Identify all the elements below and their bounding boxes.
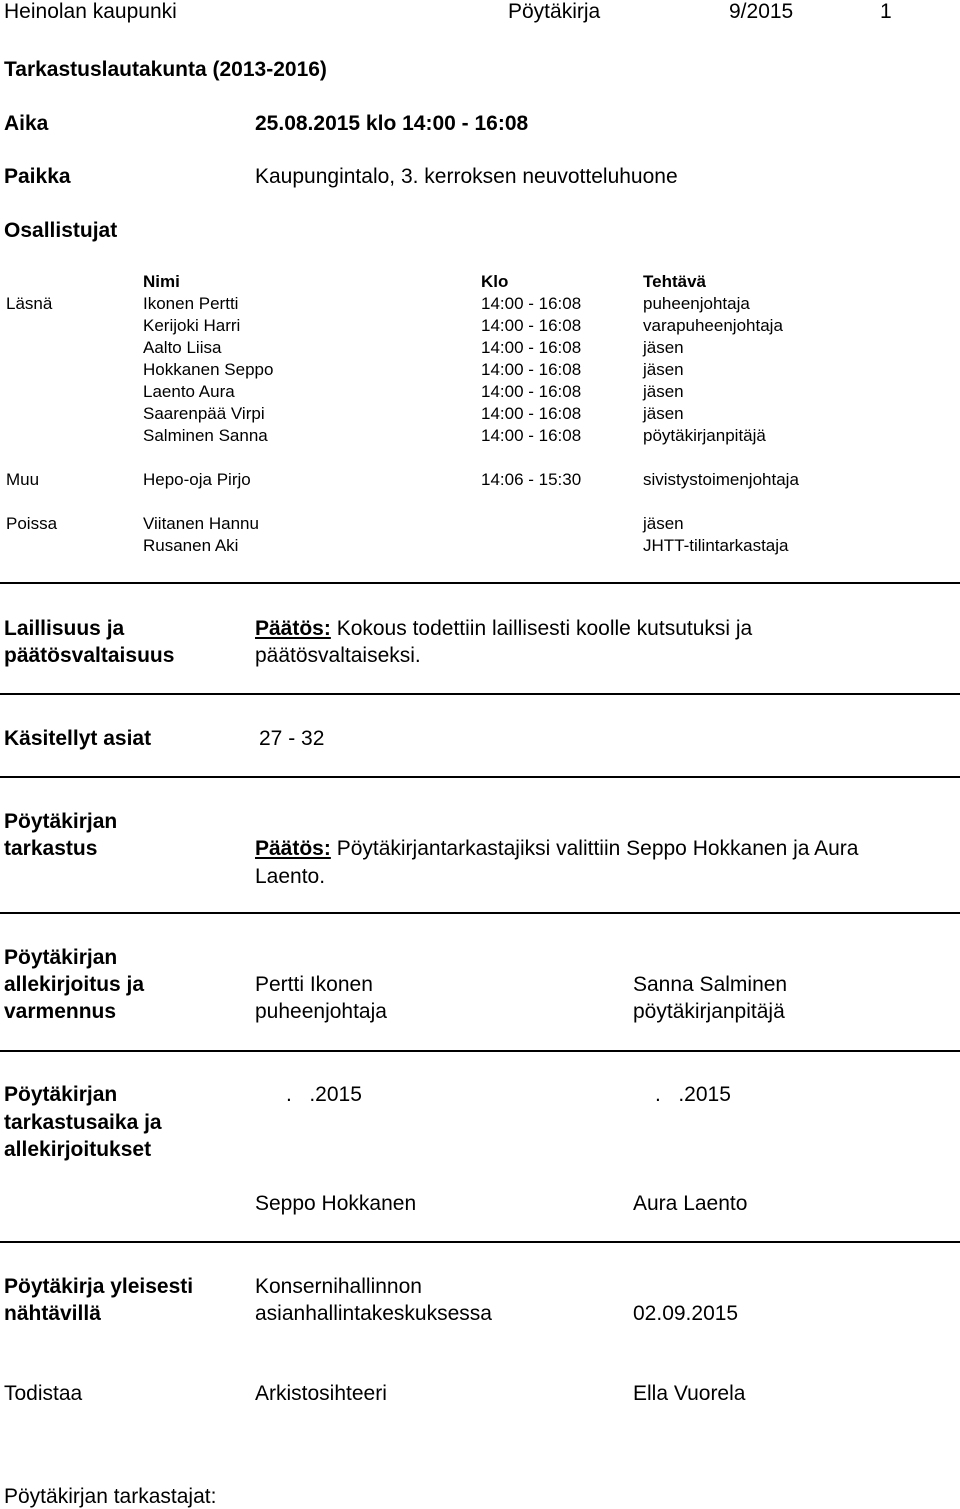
review-label-1: Pöytäkirjan [4, 810, 118, 833]
divider [0, 1241, 960, 1243]
participant-time: 14:00 - 16:08 [481, 360, 582, 379]
reviewer-2: Aura Laento [633, 1192, 748, 1215]
review-time-label-2: tarkastusaika ja [4, 1111, 162, 1134]
participant-name: Ikonen Pertti [143, 294, 239, 313]
review-time-label-1: Pöytäkirjan [4, 1083, 118, 1106]
participant-name: Kerijoki Harri [143, 316, 241, 335]
decision-text: Kokous todettiin laillisesti koolle kutsutuksi ja [330, 617, 753, 640]
divider [0, 776, 960, 778]
certify-title: Arkistosihteeri [255, 1382, 387, 1405]
participant-role: jäsen [643, 338, 684, 357]
committee-title: Tarkastuslautakunta (2013-2016) [4, 58, 327, 81]
absent-name: Rusanen Aki [143, 536, 239, 555]
public-date: 02.09.2015 [633, 1302, 739, 1325]
signer-2-name: Sanna Salminen [633, 973, 788, 996]
reviewers-label: Pöytäkirjan tarkastajat: [4, 1485, 217, 1508]
time-value: 25.08.2015 klo 14:00 - 16:08 [255, 112, 529, 135]
reviewer-1: Seppo Hokkanen [255, 1192, 417, 1215]
absent-role: JHTT-tilintarkastaja [643, 536, 789, 555]
column-role: Tehtävä [643, 272, 706, 291]
participant-time: 14:00 - 16:08 [481, 294, 582, 313]
items-label: Käsitellyt asiat [4, 727, 152, 750]
participant-role: varapuheenjohtaja [643, 316, 783, 335]
present-label: Läsnä [6, 294, 53, 313]
divider [0, 912, 960, 914]
public-place-1: Konsernihallinnon [255, 1275, 422, 1298]
header-doc-type: Pöytäkirja [508, 0, 601, 23]
other-role: sivistystoimenjohtaja [643, 470, 799, 489]
review-decision [255, 838, 858, 859]
signer-2-role: pöytäkirjanpitäjä [633, 1000, 785, 1023]
place-label: Paikka [4, 165, 71, 188]
header-page: 1 [880, 0, 892, 23]
decision-text: Pöytäkirjantarkastajiksi valittiin Seppo Hokkanen ja Aura [330, 837, 859, 860]
divider [0, 1050, 960, 1052]
divider [0, 582, 960, 584]
public-label-1: Pöytäkirja yleisesti [4, 1275, 194, 1298]
signing-label-2: allekirjoitus ja [4, 973, 145, 996]
place-value: Kaupungintalo, 3. kerroksen neuvotteluhuone [255, 165, 678, 188]
signing-label-1: Pöytäkirjan [4, 946, 118, 969]
absent-role: jäsen [643, 514, 684, 533]
participant-role: jäsen [643, 404, 684, 423]
legality-label-1: Laillisuus ja [4, 617, 125, 640]
absent-label: Poissa [6, 514, 58, 533]
participant-time: 14:00 - 16:08 [481, 338, 582, 357]
participant-role: puheenjohtaja [643, 294, 750, 313]
header-number: 9/2015 [729, 0, 794, 23]
other-name: Hepo-oja Pirjo [143, 470, 251, 489]
signer-1-role: puheenjohtaja [255, 1000, 387, 1023]
participant-time: 14:00 - 16:08 [481, 426, 582, 445]
review-decision-cont: Laento. [255, 865, 326, 888]
header-city: Heinolan kaupunki [4, 0, 177, 23]
decision-label: Päätös: [255, 837, 331, 860]
participant-name: Aalto Liisa [143, 338, 222, 357]
column-time: Klo [481, 272, 509, 291]
participants-label: Osallistujat [4, 219, 118, 242]
participant-role: pöytäkirjanpitäjä [643, 426, 766, 445]
items-value: 27 - 32 [259, 727, 325, 750]
divider [0, 693, 960, 695]
participant-time: 14:00 - 16:08 [481, 316, 582, 335]
absent-name: Viitanen Hannu [143, 514, 259, 533]
certify-label: Todistaa [4, 1382, 83, 1405]
participant-name: Laento Aura [143, 382, 235, 401]
other-time: 14:06 - 15:30 [481, 470, 582, 489]
public-place-2: asianhallintakeskuksessa [255, 1302, 492, 1325]
participant-time: 14:00 - 16:08 [481, 404, 582, 423]
signer-1-name: Pertti Ikonen [255, 973, 373, 996]
participant-name: Saarenpää Virpi [143, 404, 265, 423]
participant-role: jäsen [643, 360, 684, 379]
legality-decision [255, 618, 752, 639]
legality-decision-cont: päätösvaltaiseksi. [255, 644, 421, 667]
legality-label-2: päätösvaltaisuus [4, 644, 175, 667]
other-label: Muu [6, 470, 40, 489]
certify-name: Ella Vuorela [633, 1382, 746, 1405]
decision-label: Päätös: [255, 617, 331, 640]
review-label-2: tarkastus [4, 837, 98, 860]
participant-role: jäsen [643, 382, 684, 401]
signing-label-3: varmennus [4, 1000, 117, 1023]
column-name: Nimi [143, 272, 180, 291]
review-date-2: . .2015 [655, 1083, 731, 1106]
participant-name: Salminen Sanna [143, 426, 268, 445]
review-date-1: . .2015 [286, 1083, 362, 1106]
participant-time: 14:00 - 16:08 [481, 382, 582, 401]
participant-name: Hokkanen Seppo [143, 360, 274, 379]
time-label: Aika [4, 112, 49, 135]
review-time-label-3: allekirjoitukset [4, 1138, 152, 1161]
public-label-2: nähtävillä [4, 1302, 101, 1325]
